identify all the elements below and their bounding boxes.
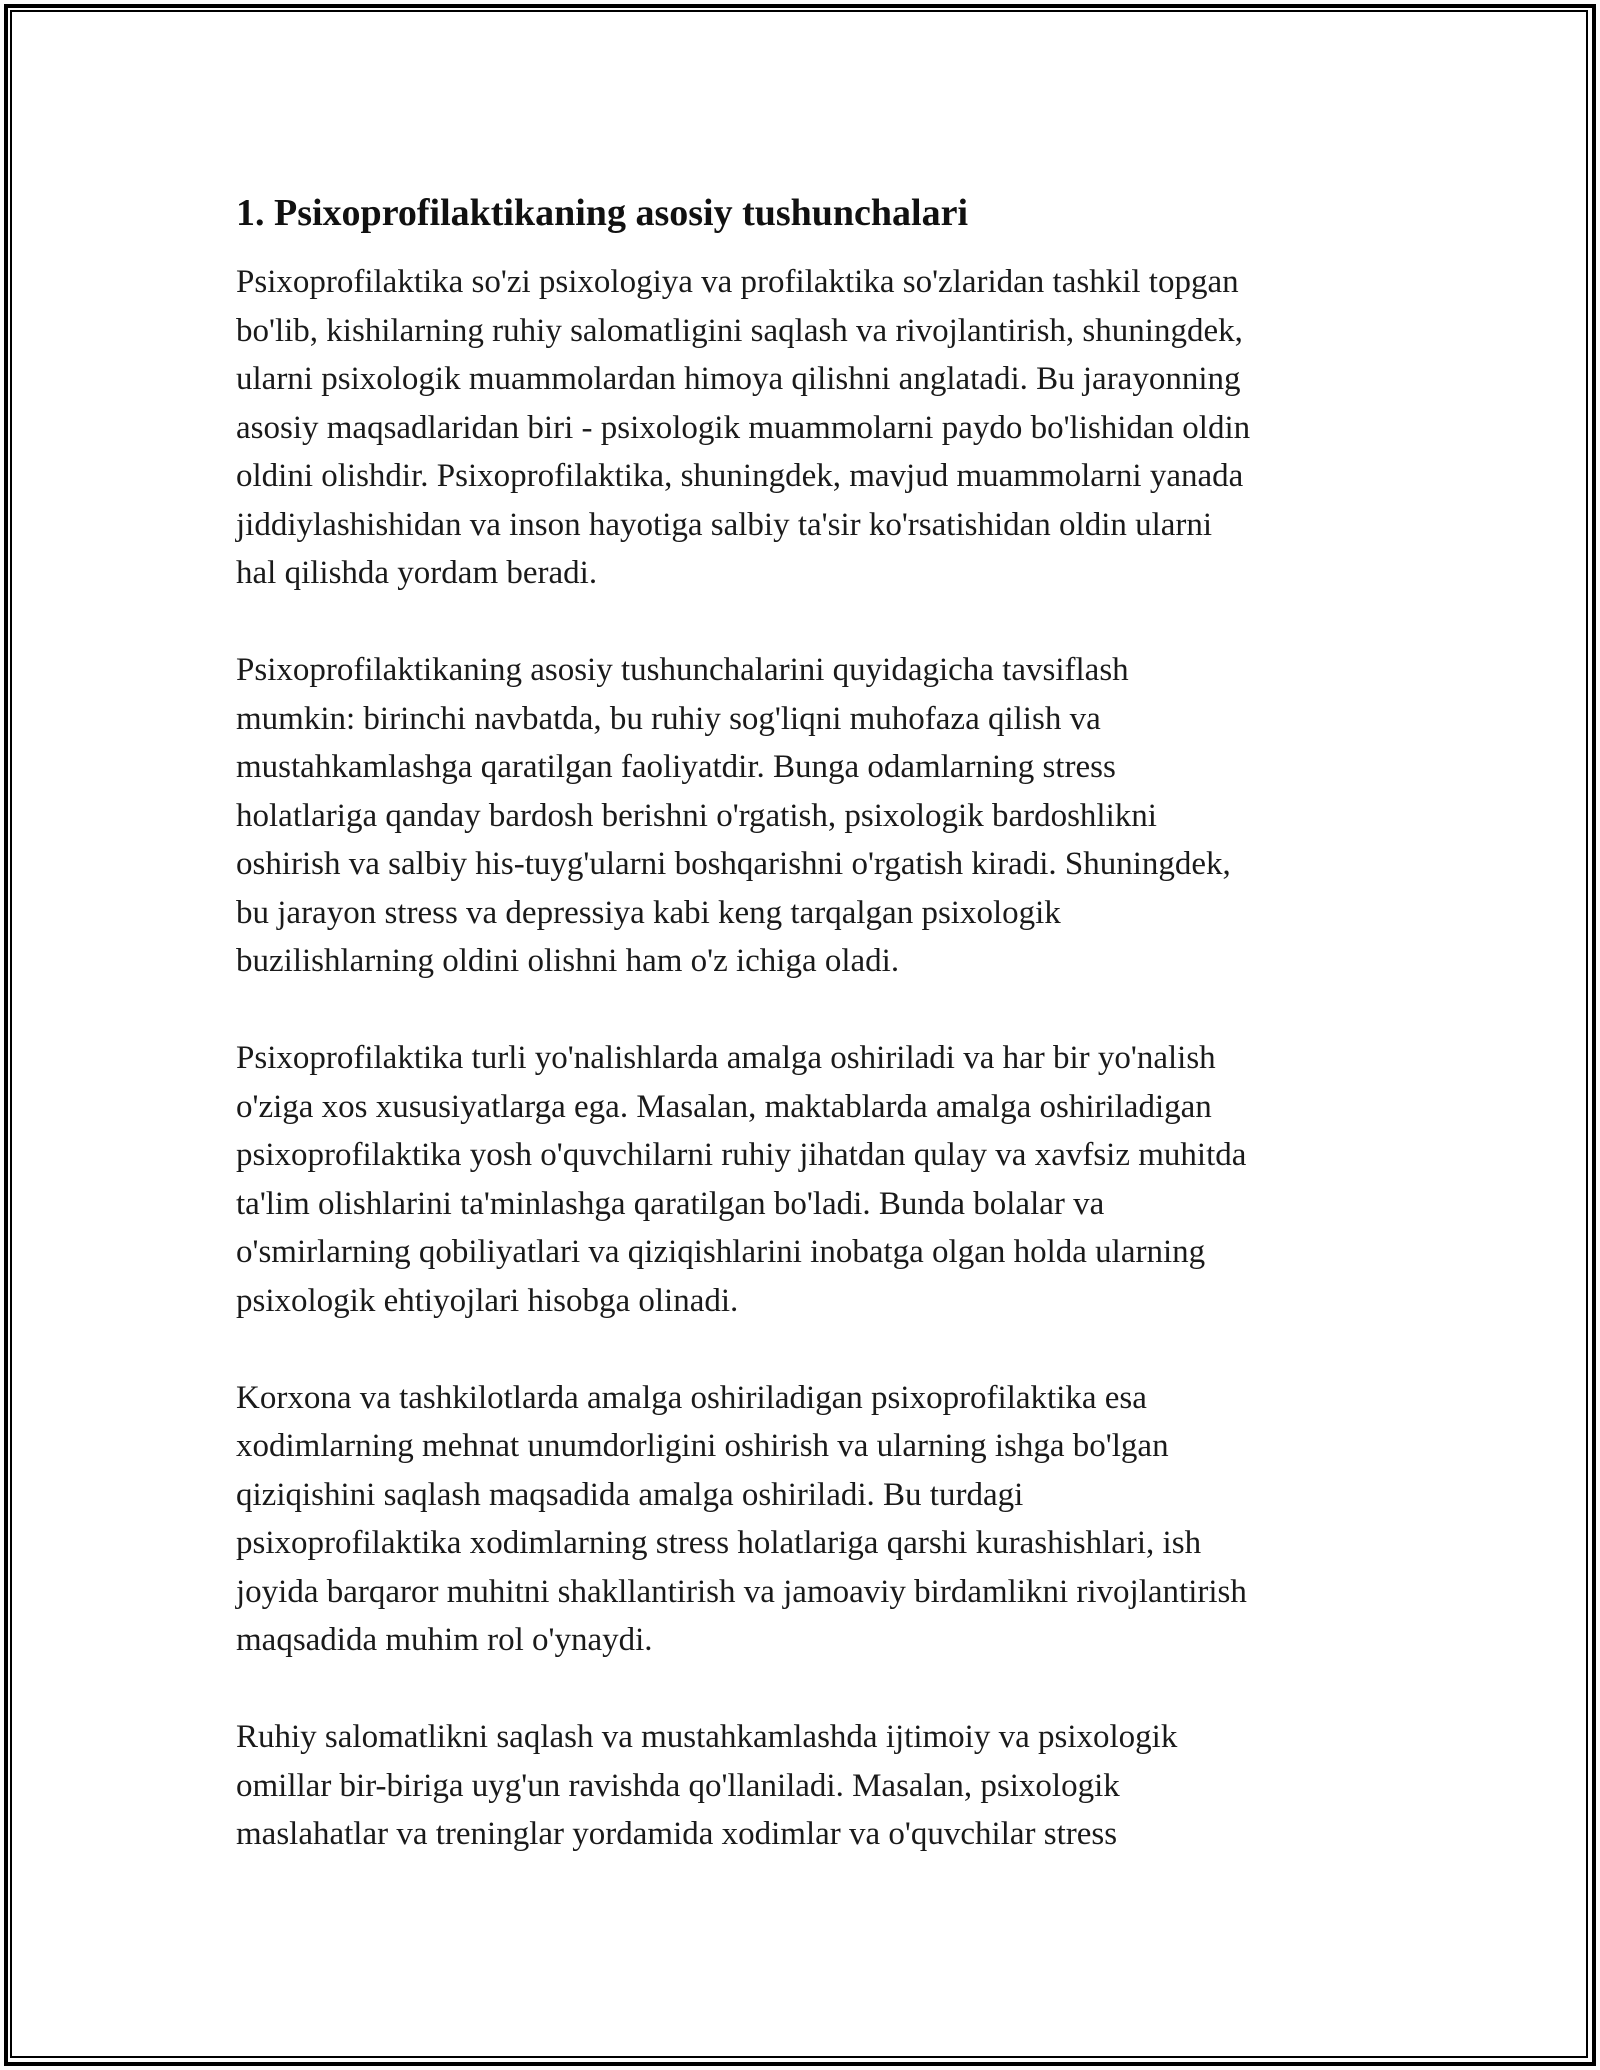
paragraph-line: oshirish va salbiy his-tuyg'ularni boshqarishni o'rgatish kiradi. Shuningdek,	[236, 846, 1231, 882]
paragraph-2	[236, 646, 1376, 986]
paragraph-line: o'smirlarning qobiliyatlari va qiziqishlarini inobatga olgan holda ularning	[236, 1234, 1206, 1270]
paragraph-line: joyida barqaror muhitni shakllantirish va jamoaviy birdamlikni rivojlantirish	[236, 1573, 1247, 1610]
paragraph-line: buzilishlarning oldini olishni ham o'z ichiga oladi.	[236, 943, 900, 979]
paragraph-line: holatlariga qanday bardosh berishni o'rgatish, psixologik bardoshlikni	[236, 797, 1157, 834]
document-body	[236, 186, 1376, 1907]
paragraph-line: psixoprofilaktika yosh o'quvchilarni ruhiy jihatdan qulay va xavfsiz muhitda	[236, 1137, 1247, 1173]
paragraph-4	[236, 1374, 1376, 1665]
paragraph-line: mumkin: birinchi navbatda, bu ruhiy sog'liqni muhofaza qilish va	[236, 700, 1101, 737]
paragraph-line: Psixoprofilaktikaning asosiy tushunchalarini quyidagicha tavsiflash	[236, 652, 1129, 688]
paragraph-line: xodimlarning mehnat unumdorligini oshirish va ularning ishga bo'lgan	[236, 1428, 1169, 1464]
paragraph-line: Psixoprofilaktika so'zi psixologiya va profilaktika so'zlaridan tashkil topgan	[236, 264, 1239, 300]
paragraph-5	[236, 1713, 1376, 1859]
section-heading: 1. Psixoprofilaktikaning asosiy tushunchalari	[236, 192, 969, 234]
paragraph-line: hal qilishda yordam beradi.	[236, 555, 598, 591]
paragraph-line: ta'lim olishlarini ta'minlashga qaratilgan bo'ladi. Bunda bolalar va	[236, 1185, 1105, 1222]
paragraph-line: bu jarayon stress va depressiya kabi keng tarqalgan psixologik	[236, 894, 1061, 931]
paragraph-line: omillar bir-biriga uyg'un ravishda qo'llaniladi. Masalan, psixologik	[236, 1767, 1120, 1804]
paragraph-list	[236, 258, 1376, 1859]
paragraph-line: psixoprofilaktika xodimlarning stress holatlariga qarshi kurashishlari, ish	[236, 1525, 1202, 1561]
paragraph-line: bo'lib, kishilarning ruhiy salomatligini saqlash va rivojlantirish, shuningdek,	[236, 312, 1243, 349]
paragraph-line: o'ziga xos xususiyatlarga ega. Masalan, maktablarda amalga oshiriladigan	[236, 1088, 1212, 1125]
paragraph-line: ularni psixologik muammolardan himoya qilishni anglatadi. Bu jarayonning	[236, 361, 1241, 397]
paragraph-line: maqsadida muhim rol o'ynaydi.	[236, 1622, 653, 1658]
paragraph-3	[236, 1034, 1376, 1325]
paragraph-line: mustahkamlashga qaratilgan faoliyatdir. Bunga odamlarning stress	[236, 749, 1116, 785]
paragraph-line: Psixoprofilaktika turli yo'nalishlarda amalga oshiriladi va har bir yo'nalish	[236, 1040, 1216, 1076]
paragraph-line: maslahatlar va treninglar yordamida xodimlar va o'quvchilar stress	[236, 1816, 1118, 1852]
paragraph-1	[236, 258, 1376, 598]
paragraph-line: psixologik ehtiyojlari hisobga olinadi.	[236, 1282, 739, 1319]
paragraph-line: qiziqishini saqlash maqsadida amalga oshiriladi. Bu turdagi	[236, 1476, 1024, 1513]
paragraph-line: asosiy maqsadlaridan biri - psixologik muammolarni paydo bo'lishidan oldin	[236, 409, 1251, 446]
paragraph-line: oldini olishdir. Psixoprofilaktika, shuningdek, mavjud muammolarni yanada	[236, 458, 1244, 494]
paragraph-line: jiddiylashishidan va inson hayotiga salbiy ta'sir ko'rsatishidan oldin ularni	[236, 506, 1213, 543]
paragraph-line: Korxona va tashkilotlarda amalga oshiriladigan psixoprofilaktika esa	[236, 1379, 1147, 1416]
paragraph-line: Ruhiy salomatlikni saqlash va mustahkamlashda ijtimoiy va psixologik	[236, 1719, 1178, 1755]
